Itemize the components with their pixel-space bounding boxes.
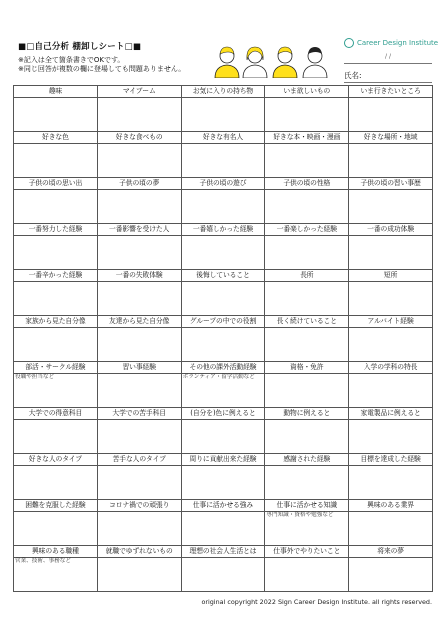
answer-cell[interactable] (181, 466, 265, 500)
answer-cell[interactable] (181, 144, 265, 178)
topic-label: お気に入りの持ち物 (181, 86, 265, 98)
answer-cell[interactable] (265, 98, 349, 132)
topic-label: コロナ禍での頑張り (97, 500, 181, 512)
answer-cell[interactable] (14, 98, 98, 132)
answer-cell[interactable] (349, 328, 433, 362)
answer-cell[interactable] (265, 374, 349, 408)
answer-cell[interactable] (14, 558, 98, 592)
instruction-note-2: ※同じ回答が複数の欄に登場しても問題ありません。 (18, 65, 186, 73)
topic-label: その他の課外活動経験 (181, 362, 265, 374)
topic-label: 仕事に活かせる知識 (265, 500, 349, 512)
topic-label: アルバイト経験 (349, 316, 433, 328)
topic-label: 好きな場所・地域 (349, 132, 433, 144)
label-row (14, 454, 433, 466)
answer-cell[interactable] (14, 190, 98, 224)
people-illustration (213, 42, 331, 78)
topic-label: 動物に例えると (265, 408, 349, 420)
topic-label: 家電製品に例えると (349, 408, 433, 420)
topic-label: 好きな人のタイプ (14, 454, 98, 466)
answer-cell[interactable] (14, 144, 98, 178)
answer-cell[interactable] (265, 512, 349, 546)
topic-label: 一番嬉しかった経験 (181, 224, 265, 236)
sheet-header (18, 40, 185, 74)
topic-label: マイブーム (97, 86, 181, 98)
person-2-icon (243, 47, 267, 78)
answer-cell[interactable] (14, 420, 98, 454)
answer-cell[interactable] (265, 328, 349, 362)
answer-cell[interactable] (349, 420, 433, 454)
topic-label: (自分を)色に例えると (181, 408, 265, 420)
answer-cell[interactable] (181, 328, 265, 362)
answer-row (14, 466, 433, 500)
answer-hint: 営業、技術、事務など (15, 558, 71, 564)
answer-row (14, 144, 433, 178)
sheet-title: ■□自己分析 棚卸しシート□■ (18, 42, 142, 52)
label-row (14, 408, 433, 420)
topic-label: 後悔していること (181, 270, 265, 282)
answer-cell[interactable] (14, 236, 98, 270)
answer-cell[interactable] (265, 236, 349, 270)
label-row (14, 500, 433, 512)
topic-label: 長く続けていること (265, 316, 349, 328)
answer-cell[interactable] (14, 282, 98, 316)
answer-cell[interactable] (349, 236, 433, 270)
topic-label: 困難を克服した経験 (14, 500, 98, 512)
answer-row (14, 282, 433, 316)
answer-cell[interactable] (265, 466, 349, 500)
answer-cell[interactable] (181, 374, 265, 408)
topic-label: 好きな食べもの (97, 132, 181, 144)
topic-label: 一番辛かった経験 (14, 270, 98, 282)
topic-label: 目標を達成した経験 (349, 454, 433, 466)
topic-label: 将来の夢 (349, 546, 433, 558)
topic-label: 仕事外でやりたいこと (265, 546, 349, 558)
answer-cell[interactable] (265, 558, 349, 592)
topic-label: 家族から見た自分像 (14, 316, 98, 328)
topic-label: 資格・免許 (265, 362, 349, 374)
topic-label: 好きな本・映画・漫画 (265, 132, 349, 144)
topic-label: 大学での苦手科目 (97, 408, 181, 420)
topic-label: 大学での得意科目 (14, 408, 98, 420)
topic-label: 好きな色 (14, 132, 98, 144)
label-row (14, 224, 433, 236)
label-row (14, 316, 433, 328)
answer-cell[interactable] (97, 190, 181, 224)
topic-label: 長所 (265, 270, 349, 282)
answer-cell[interactable] (97, 144, 181, 178)
brand-circle-icon (344, 38, 354, 48)
label-row (14, 178, 433, 190)
topic-label: 好きな有名人 (181, 132, 265, 144)
topic-label: 一番影響を受けた人 (97, 224, 181, 236)
topic-label: 習い事経験 (97, 362, 181, 374)
answer-row (14, 328, 433, 362)
answer-cell[interactable] (97, 374, 181, 408)
answer-cell[interactable] (181, 236, 265, 270)
topic-label: グループの中での役割 (181, 316, 265, 328)
topic-label: 感謝された経験 (265, 454, 349, 466)
topic-label: 入学の学科の特長 (349, 362, 433, 374)
answer-row (14, 98, 433, 132)
answer-cell[interactable] (97, 282, 181, 316)
topic-label: 周りに貢献出来た経験 (181, 454, 265, 466)
topic-label: 子供の頃の遊び (181, 178, 265, 190)
topic-label: 部活・サークル経験 (14, 362, 98, 374)
label-row (14, 546, 433, 558)
answer-cell[interactable] (97, 512, 181, 546)
answer-cell[interactable] (97, 98, 181, 132)
topic-label: 友達から見た自分像 (97, 316, 181, 328)
answer-cell[interactable] (14, 466, 98, 500)
label-row (14, 270, 433, 282)
label-row (14, 132, 433, 144)
answer-cell[interactable] (349, 512, 433, 546)
answer-cell[interactable] (181, 190, 265, 224)
topic-label: 子供の頃の夢 (97, 178, 181, 190)
answer-cell[interactable] (181, 558, 265, 592)
answer-cell[interactable] (181, 98, 265, 132)
topic-label: 仕事に活かせる強み (181, 500, 265, 512)
answer-cell[interactable] (349, 144, 433, 178)
answer-cell[interactable] (97, 328, 181, 362)
topic-label: 一番の失敗体験 (97, 270, 181, 282)
answer-cell[interactable] (181, 420, 265, 454)
person-3-icon (273, 47, 297, 78)
brand-name: Career Design Institute (357, 39, 439, 47)
topic-label: 理想の社会人生活とは (181, 546, 265, 558)
answer-cell[interactable] (349, 558, 433, 592)
topic-label: いま欲しいもの (265, 86, 349, 98)
topic-label: 短所 (349, 270, 433, 282)
brand-logo-area (344, 38, 438, 48)
answer-cell[interactable] (14, 374, 98, 408)
answer-row (14, 236, 433, 270)
answer-hint: ボランティア・留学活動など (182, 374, 255, 380)
answer-cell[interactable] (265, 282, 349, 316)
answer-row (14, 374, 433, 408)
topic-label: 子供の頃の思い出 (14, 178, 98, 190)
answer-cell[interactable] (265, 420, 349, 454)
topic-label: 一番の成功体験 (349, 224, 433, 236)
topic-label: いま行きたいところ (349, 86, 433, 98)
answer-cell[interactable] (349, 466, 433, 500)
answer-hint: 専門知識・資格や勉強など (266, 512, 334, 518)
topic-label: 就職でゆずれないもの (97, 546, 181, 558)
answer-cell[interactable] (349, 374, 433, 408)
answer-cell[interactable] (97, 236, 181, 270)
date-field[interactable]: / / (344, 53, 432, 64)
topic-label: 趣味 (14, 86, 98, 98)
topic-label: 一番努力した経験 (14, 224, 98, 236)
person-1-icon (215, 47, 239, 78)
topic-label: 興味のある業界 (349, 500, 433, 512)
label-row (14, 362, 433, 374)
answer-cell[interactable] (14, 328, 98, 362)
answer-cell[interactable] (14, 512, 98, 546)
answer-row (14, 512, 433, 546)
analysis-grid (13, 85, 433, 592)
answer-row (14, 420, 433, 454)
topic-label: 子供の頃の性格 (265, 178, 349, 190)
person-4-icon (303, 47, 327, 78)
name-field[interactable]: 氏名: (344, 70, 432, 83)
answer-cell[interactable] (349, 282, 433, 316)
answer-cell[interactable] (349, 98, 433, 132)
label-row (14, 86, 433, 98)
copyright-footer: original copyright 2022 Sign Career Design Institute. all rights reserved. (201, 598, 432, 606)
answer-row (14, 190, 433, 224)
answer-cell[interactable] (97, 420, 181, 454)
answer-cell[interactable] (265, 144, 349, 178)
topic-label: 苦手な人のタイプ (97, 454, 181, 466)
answer-cell[interactable] (181, 512, 265, 546)
topic-label: 子供の頃の習い事歴 (349, 178, 433, 190)
answer-cell[interactable] (97, 558, 181, 592)
answer-cell[interactable] (97, 466, 181, 500)
instruction-note-1: ※記入は全て箇条書きでOKです。 (18, 56, 125, 64)
answer-hint: 役職や担当など (15, 374, 55, 380)
answer-row (14, 558, 433, 592)
topic-label: 一番楽しかった経験 (265, 224, 349, 236)
topic-label: 興味のある職種 (14, 546, 98, 558)
answer-cell[interactable] (265, 190, 349, 224)
answer-cell[interactable] (181, 282, 265, 316)
answer-cell[interactable] (349, 190, 433, 224)
